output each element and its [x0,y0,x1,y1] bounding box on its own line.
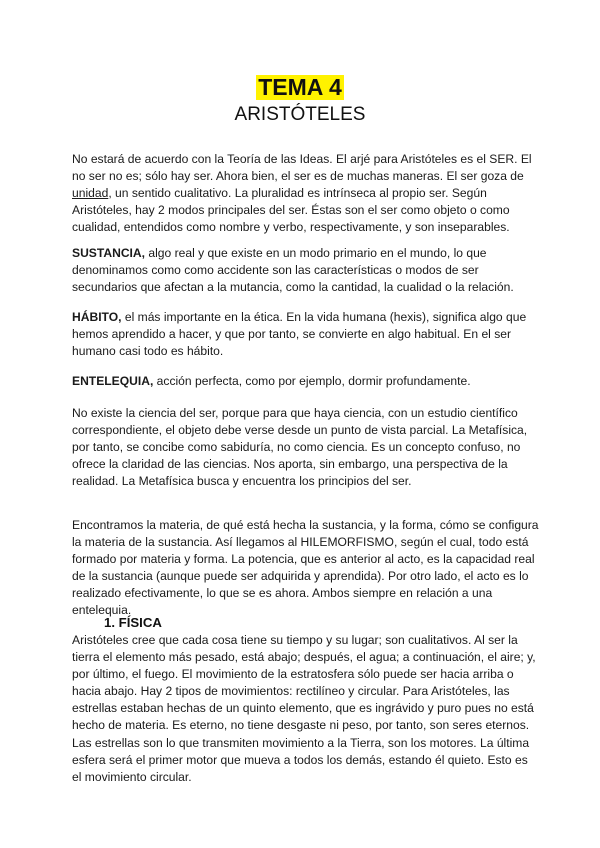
subtitle-block [0,103,600,127]
entelequia-text: acción perfecta, como por ejemplo, dormir profundamente. [153,374,471,388]
ciencia-text: No existe la ciencia del ser, porque para que haya ciencia, con un estudio científico correspondiente, el objeto debe verse desde un punto de vista parcial. La Metafísica, por tanto, se concibe como sabiduría, no como ciencia. Es un concepto confuso, no ofrece la claridad de las ciencias. Nos aporta, sin embargo, una perspectiva de la realidad. La Metafísica busca y encuentra los principios del ser. [72,406,528,489]
sustancia-text: algo real y que existe en un modo primario en el mundo, lo que denominamos como como accidente son las características o modos de ser secundarios que afectan a la mutancia, como la cantidad, la cualidad o la relación. [72,246,514,295]
ciencia-paragraph [72,405,540,490]
page-subtitle: ARISTÓTELES [234,104,366,125]
habito-paragraph [72,309,540,360]
fisica-text: Aristóteles cree que cada cosa tiene su tiempo y su lugar; son cualitativos. Al ser la tierra el elemento más pesado, está abajo; después, el agua; a continuación, el aire; y, por último, el fuego. El movimiento de la estratosfera sólo puede ser hacia arriba o hacia abajo. Hay 2 tipos de movimientos: rectilíneo y circular. Para Aristóteles, las estrellas estaban hechas de un quinto elemento, que es ingrávido y puro pues no está hecho de materia. Es eterno, no tiene desgaste ni peso, por tanto, son seres eternos. Las estrellas son lo que transmiten movimiento a la Tierra, son los motores. La última esfera será el primer motor que mueva a todos los demás, estando él quieto. Esto es el movimiento circular. [72,633,536,784]
intro-underlined-term: unidad [72,186,109,201]
fisica-paragraph [72,632,540,786]
title-block [0,75,600,100]
sustancia-paragraph [72,245,540,296]
sustancia-term: SUSTANCIA, [72,246,146,260]
intro-text-2: , un sentido cualitativo. La pluralidad es intrínseca al propio ser. Según Aristóteles, hay 2 modos principales del ser. Éstas son el ser como objeto o como cualidad, entendidos como nombre y verbo, respectivamente, y son inseparables. [72,186,510,235]
entelequia-term: ENTELEQUIA, [72,374,154,388]
habito-term: HÁBITO, [72,310,122,324]
materia-paragraph [72,517,540,620]
intro-text-1: No estará de acuerdo con la Teoría de las Ideas. El arjé para Aristóteles es el SER. El no ser no es; sólo hay ser. Ahora bien, el ser es de muchas maneras. El ser goza de [72,152,532,184]
entelequia-paragraph [72,373,540,390]
page-title: TEMA 4 [258,74,342,100]
materia-text: Encontramos la materia, de qué está hecha la sustancia, y la forma, cómo se configura la materia de la sustancia. Así llegamos al HILEMORFISMO, según el cual, todo está formado por materia y forma. La potencia, que es anterior al acto, es la capacidad real de la sustancia (aunque puede ser adquirida y aprendida). Por otro lado, el acto es lo realizado efectivamente, lo que se es ahora. Ambos siempre en relación a una entelequia. [72,518,539,618]
habito-text: el más importante en la ética. En la vida humana (hexis), significa algo que hemos aprendido a hacer, y que por tanto, se convierte en algo habitual. En el ser humano casi todo es hábito. [72,310,527,359]
intro-paragraph [72,151,540,236]
section-heading-fisica: 1. FÍSICA [104,615,162,630]
